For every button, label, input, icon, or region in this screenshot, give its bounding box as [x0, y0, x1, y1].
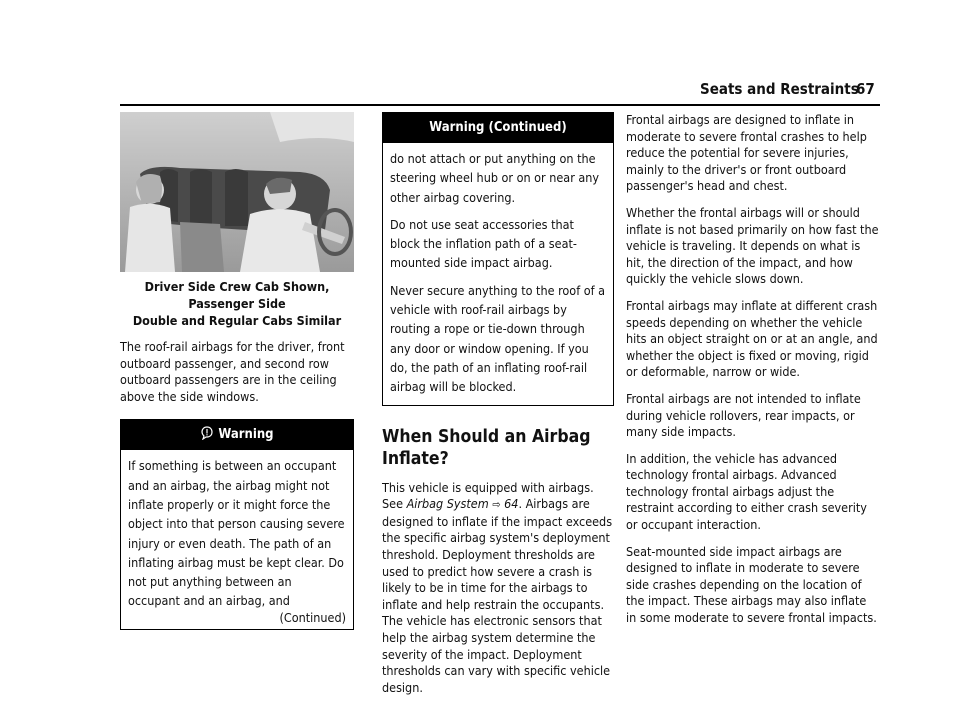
warning-p1: do not attach or put anything on the steering wheel hub or on or near any other airbag covering.	[390, 151, 600, 205]
airbag-system-link[interactable]: Airbag System	[406, 496, 489, 512]
advanced-paragraph: In addition, the vehicle has advanced technology frontal airbags. Advanced technology frontal airbags adjust the restraint according to either crash severity or occupant interaction.	[626, 450, 867, 533]
column-2	[382, 112, 614, 706]
section-title: Seats and Restraints	[700, 80, 859, 98]
side-impact-paragraph: Seat-mounted side impact airbags are designed to inflate in moderate to severe side crashes depending on the location of the impact. These airbags may also inflate in some moderate to severe frontal impacts.	[626, 543, 877, 626]
warning-continued-box	[382, 112, 614, 406]
warning-continued-header: Warning (Continued)	[383, 113, 613, 143]
column-3	[626, 112, 880, 637]
page-number: 67	[856, 80, 875, 98]
airbag-inflate-paragraph: This vehicle is equipped with airbags. See Airbag System ⇨ 64. Airbags are designed to inflate if the impact exceeds the specific airbag system's deployment threshold. Deployment thresholds are used to predict how severe a crash is likely to be in time for the airbags to inflate and help restrain the occupants. The vehicle has electronic sensors that help the airbag system determine the severity of the impact. Deployment thresholds can vary with specific vehicle design.	[382, 479, 613, 695]
warning-box	[120, 419, 354, 629]
frontal-paragraph-2: Whether the frontal airbags will or should inflate is not based primarily on how fast the vehicle is traveling. It depends on what is hit, the direction of the impact, and how quickly the vehicle slows down.	[626, 204, 879, 287]
airbag-illustration	[120, 112, 354, 272]
roof-rail-paragraph: The roof-rail airbags for the driver, front outboard passenger, and second row outboard passengers are in the ceiling above the side windows.	[120, 339, 345, 404]
warning-icon	[200, 426, 214, 440]
frontal-paragraph-4: Frontal airbags are not intended to inflate during vehicle rollovers, rear impacts, or many side impacts.	[626, 390, 861, 440]
warning-p3: Never secure anything to the roof of a vehicle with roof-rail airbags by routing a rope or tie-down through any door or window opening. If you do, the path of an inflating roof-rail airbag will be blocked.	[390, 282, 606, 395]
warning-p2: Do not use seat accessories that block the inflation path of a seat-mounted side impact airbag.	[390, 216, 577, 271]
header-rule	[120, 104, 880, 106]
warning-text: If something is between an occupant and an airbag, the airbag might not inflate properly or it might force the object into that person causing severe injury or even death. The path of an inflating airbag must be kept clear. Do not put anything between an occupant and an airbag, and	[128, 458, 345, 609]
figure-caption: Driver Side Crew Cab Shown, Passenger Side Double and Regular Cabs Similar	[132, 279, 342, 328]
continued-label: (Continued)	[279, 609, 346, 625]
column-1	[120, 112, 354, 630]
warning-header: Warning	[121, 420, 353, 450]
frontal-paragraph-1: Frontal airbags are designed to inflate in moderate to severe frontal crashes to help reduce the potential for severe injuries, mainly to the driver's or front outboard passenger's head and chest.	[626, 112, 867, 194]
section-heading: When Should an Airbag Inflate?	[382, 426, 591, 469]
frontal-paragraph-3: Frontal airbags may inflate at different crash speeds depending on whether the vehicle hits an object straight on or at an angle, and whether the object is fixed or moving, rigid or deformable, narrow or wide.	[626, 297, 878, 380]
page-ref-arrow-icon: ⇨	[492, 498, 501, 512]
page-ref[interactable]: 64	[504, 496, 519, 512]
